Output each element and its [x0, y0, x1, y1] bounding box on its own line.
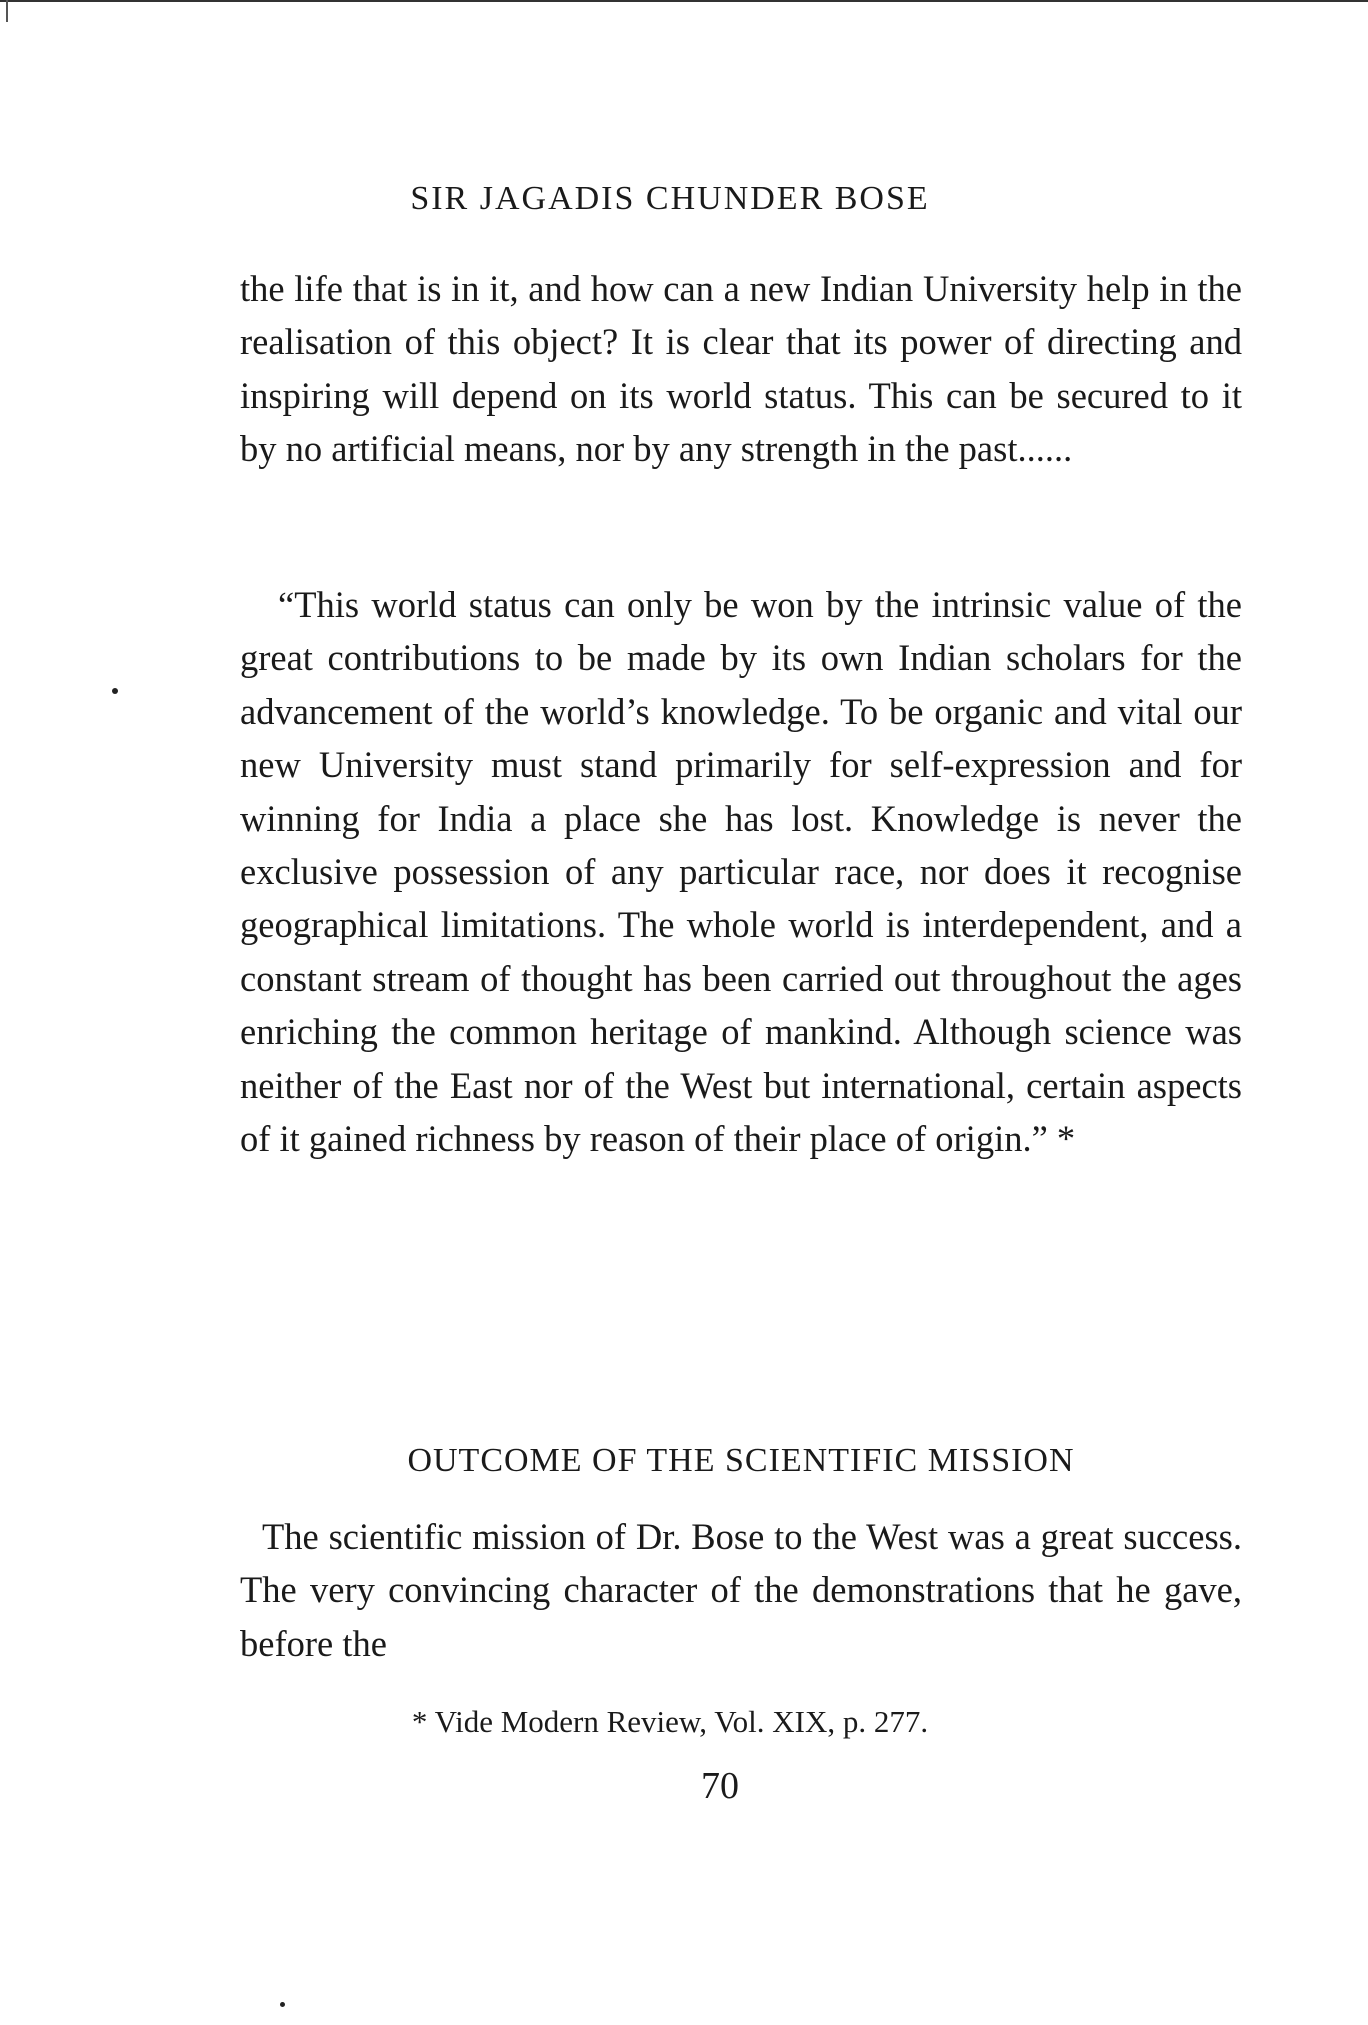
section-heading: OUTCOME OF THE SCIENTIFIC MISSION — [407, 1442, 1075, 1479]
paragraph-2-quotation: “This world status can only be won by the intrinsic value of the great contributions to be made by its own Indian scholars for the advancement of the world’s knowledge. To be organic and vital our new University must stand primarily for self-expression and for winning for India a place she has lost. Knowledge is never the exclusive possession of any particular race, nor does it recognise geographical limitations. The whole world is interdependent, and a constant stream of thought has been carried out throughout the ages enriching the common heritage of mankind. Although science was neither of the East nor of the West but international, certain aspects of it gained richness by reason of their place of origin.” * — [240, 584, 1242, 1160]
scan-speck — [280, 2002, 285, 2007]
running-header: SIR JAGADIS CHUNDER BOSE — [410, 180, 930, 217]
paragraph-1: the life that is in it, and how can a new Indian University help in the realisation of this object? It is clear that its power of directing and inspiring will depend on its world status. This can be secured to it by no artificial means, nor by any strength in the past...... — [240, 268, 1242, 470]
scan-edge-mark — [6, 0, 8, 22]
page-top-border — [0, 0, 1368, 2]
page-number: 70 — [701, 1765, 739, 1807]
paragraph-3: The scientific mission of Dr. Bose to the West was a great success. The very convincing character of the demonstrations that he gave, before the — [240, 1516, 1242, 1664]
scan-speck — [112, 688, 118, 694]
footnote: * Vide Modern Review, Vol. XIX, p. 277. — [411, 1704, 929, 1739]
